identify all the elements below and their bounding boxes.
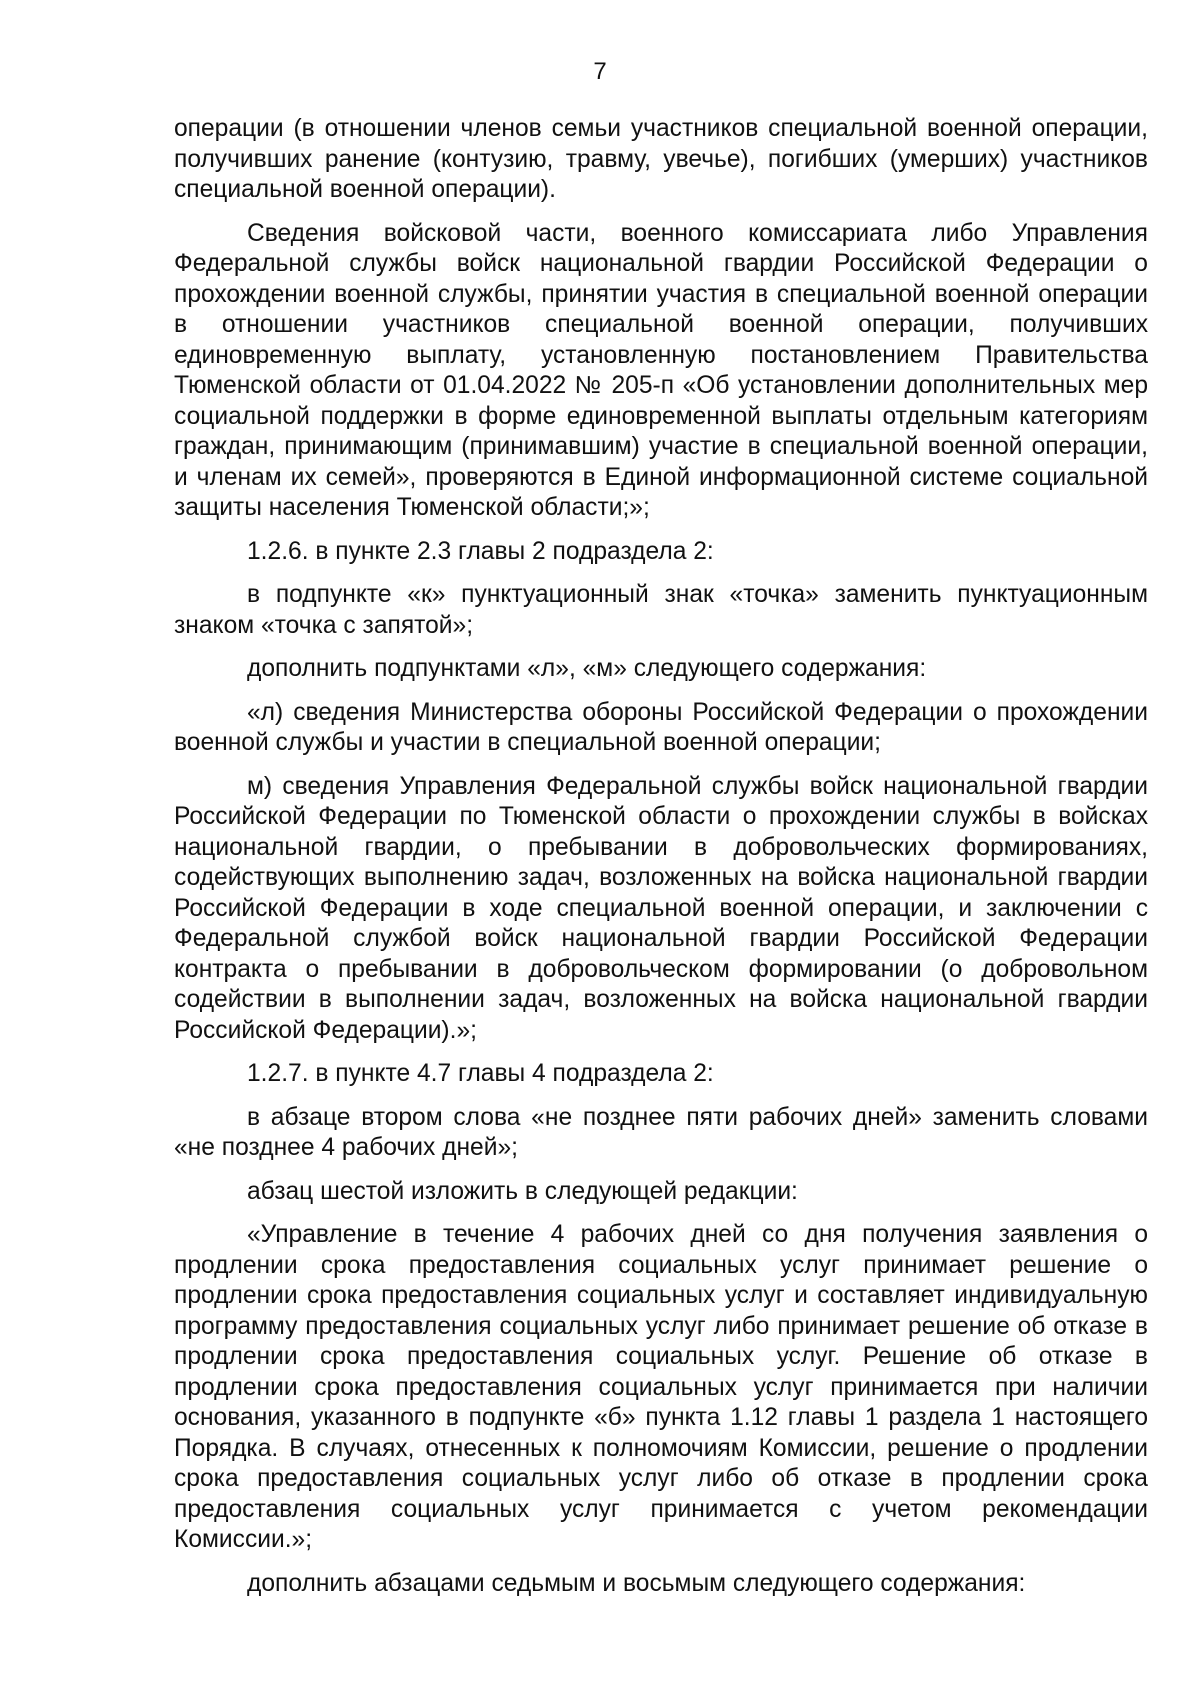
paragraph-6: «л) сведения Министерства обороны Российской Федерации о прохождении военной службы и участии в специальной военной операции; <box>174 698 1148 756</box>
paragraph-9: в абзаце втором слова «не позднее пяти рабочих дней» заменить словами «не позднее 4 рабочих дней»; <box>174 1103 1148 1161</box>
paragraph-10: абзац шестой изложить в следующей редакции: <box>247 1177 798 1205</box>
paragraph-3: 1.2.6. в пункте 2.3 главы 2 подраздела 2: <box>247 537 714 565</box>
paragraph-8: 1.2.7. в пункте 4.7 главы 4 подраздела 2: <box>247 1060 714 1087</box>
paragraph-7: м) сведения Управления Федеральной службы войск национальной гвардии Российской Федерации по Тюменской области о прохождении службы в войсках национальной гвардии, о пребывании в добровольческих формированиях, содействующих выполнению задач, возложенных на войска национальной гвардии Российской Федерации в ходе специальной военной операции, и заключении с Федеральной службой войск национальной гвардии Российской Федерации контракта о пребывании в добровольческом формировании (о добровольном содействии в выполнении задач, возложенных на войска национальной гвардии Российской Федерации).»; <box>174 772 1148 1044</box>
paragraph-4: в подпункте «к» пунктуационный знак «точка» заменить пунктуационным знаком «точка с запятой»; <box>174 581 1148 639</box>
paragraph-2: Сведения войсковой части, военного комиссариата либо Управления Федеральной службы войск национальной гвардии Российской Федерации о прохождении военной службы, принятии участия в специальной военной операции в отношении участников специальной военной операции, получивших единовременную выплату, установленную постановлением Правительства Тюменской области от 01.04.2022 № 205-п «Об установлении дополнительных мер социальной поддержки в форме единовременной выплаты отдельным категориям граждан, принимающим (принимавшим) участие в специальной военной операции, и членам их семей», проверяются в Единой информационной системе социальной защиты населения Тюменской области;»; <box>174 219 1148 521</box>
paragraph-1: операции (в отношении членов семьи участников специальной военной операции, получивших ранение (контузию, травму, увечье), погибших (умерших) участников специальной военной операции). <box>174 115 1148 203</box>
paragraph-12: дополнить абзацами седьмым и восьмым следующего содержания: <box>247 1569 1026 1597</box>
paragraph-5: дополнить подпунктами «л», «м» следующего содержания: <box>247 655 927 682</box>
paragraph-11: «Управление в течение 4 рабочих дней со дня получения заявления о продлении срока предоставления социальных услуг принимает решение о продлении срока предоставления социальных услуг и составляет индивидуальную программу предоставления социальных услуг либо принимает решение об отказе в продлении срока предоставления социальных услуг. Решение об отказе в продлении срока предоставления социальных услуг принимается при наличии основания, указанного в подпункте «б» пункта 1.12 главы 1 раздела 1 настоящего Порядка. В случаях, отнесенных к полномочиям Комиссии, решение о продлении срока предоставления социальных услуг либо об отказе в продлении срока предоставления социальных услуг принимается с учетом рекомендации Комиссии.»; <box>174 1221 1148 1553</box>
document-body <box>174 114 1148 1612</box>
page-number: 7 <box>593 58 607 85</box>
